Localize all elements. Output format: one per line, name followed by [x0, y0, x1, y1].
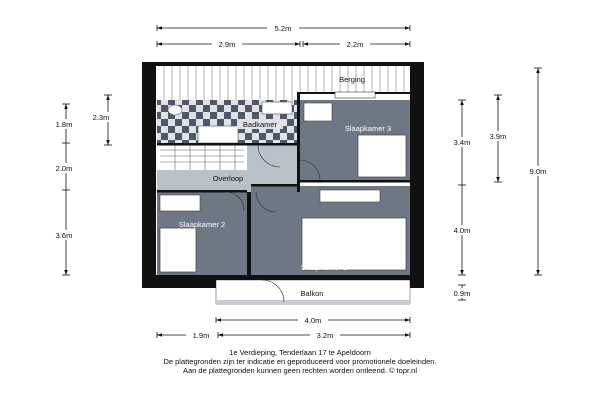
label-storage: Berging: [339, 75, 365, 84]
dim-top-left: 2.9m: [218, 40, 236, 49]
caption-title: 1e Verdieping, Tenderlaan 17 te Apeldoorn: [229, 348, 371, 357]
dim-left-bathroom: 1.8m: [55, 120, 73, 129]
bedroom3-wardrobe: [304, 103, 332, 121]
dim-bottom-right: 3.2m: [316, 331, 334, 340]
label-bedroom1: Slaapkamer 1: [300, 263, 348, 272]
building: [142, 62, 424, 304]
dim-right-balcony: 0.9m: [453, 289, 471, 298]
dim-right-bedroom3: 3.4m: [453, 138, 471, 147]
shower-fixture: [198, 126, 238, 143]
toilet-fixture: [168, 105, 182, 115]
stair-area: [157, 145, 247, 170]
dim-right-total: 9.0m: [529, 167, 547, 176]
caption-disclaimer: De plattegronden zijn ter indicatie en geproduceerd voor promotionele doeleinden.: [163, 357, 437, 366]
label-landing: Overloop: [212, 174, 244, 183]
dim-top-total: 5.2m: [274, 24, 292, 33]
label-bedroom3: Slaapkamer 3: [344, 124, 392, 133]
label-balcony: Balkon: [300, 289, 324, 298]
dim-bottom-balcony: 4.0m: [304, 316, 322, 325]
dim-right-bedroom1: 4.0m: [453, 226, 471, 235]
dim-bottom-left: 1.9m: [192, 331, 210, 340]
bedroom3-bed: [358, 135, 406, 177]
bedroom2-bed: [160, 228, 196, 272]
label-bathroom: Badkamer: [242, 120, 278, 129]
dim-left-bathroom-inner: 2.3m: [92, 113, 110, 122]
label-bedroom2: Slaapkamer 2: [178, 220, 226, 229]
bedroom1-wardrobe: [320, 190, 380, 202]
caption-copyright: Aan de plattegronden kunnen geen rechten worden ontleend. © topr.nl: [182, 366, 418, 375]
dim-right-bedroom3-inner: 3.9m: [489, 132, 507, 141]
dim-top-right: 2.2m: [346, 40, 364, 49]
bedroom2-desk: [160, 195, 200, 211]
sink-fixture: [262, 102, 292, 114]
balcony-railing: [216, 300, 410, 304]
dim-left-landing: 2.0m: [55, 164, 73, 173]
roof-windows: [335, 92, 375, 98]
dim-left-bedroom2: 3.6m: [55, 231, 73, 240]
